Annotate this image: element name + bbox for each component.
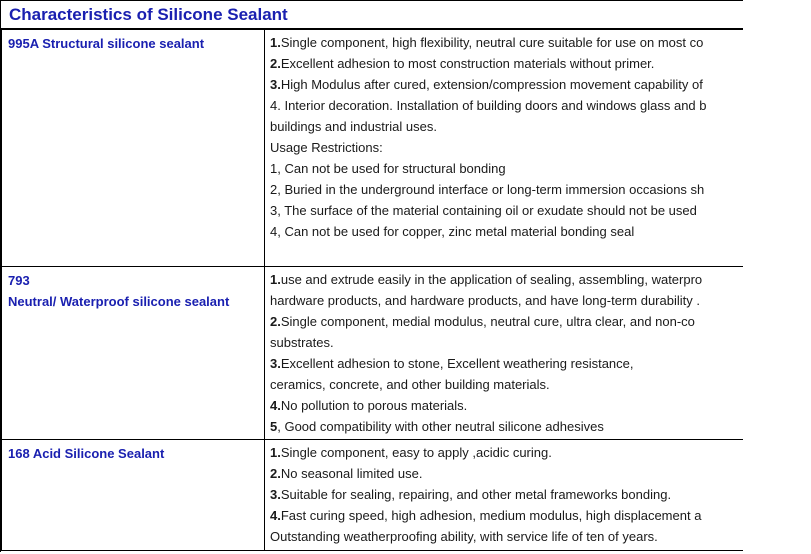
product-name: 168 Acid Silicone Sealant [8,446,165,461]
item-number: 4. [270,508,281,523]
description-line [270,269,743,290]
description-line [270,53,743,74]
item-text: 4. Interior decoration. Installation of building doors and windows glass and b [270,98,707,113]
description-line [270,158,743,179]
description-line [270,311,743,332]
description-line [270,484,743,505]
item-text: ceramics, concrete, and other building materials. [270,377,550,392]
description-cell [265,30,744,267]
description-line [270,463,743,484]
item-text: No seasonal limited use. [280,466,423,481]
description-line [270,395,743,416]
description-cell [265,440,744,551]
item-text: No pollution to porous materials. [280,398,468,413]
item-number: 1. [270,272,281,287]
item-text: Outstanding weatherproofing ability, with service life of ten of years. [270,529,658,544]
table-row [2,267,744,440]
description-line [270,221,743,242]
item-text: substrates. [270,335,334,350]
description-line [270,332,743,353]
product-name-cell [2,267,265,440]
item-text: Single component, easy to apply ,acidic curing. [280,445,552,460]
product-name: 995A Structural silicone sealant [8,36,205,51]
description-line [270,442,743,463]
characteristics-table [1,29,743,551]
item-number: 5 [270,419,278,434]
item-number: 1. [270,445,281,460]
item-text: Suitable for sealing, repairing, and other metal frameworks bonding. [280,487,672,502]
table-row [2,30,744,267]
description-line [270,95,743,116]
item-text: Single component, medial modulus, neutral cure, ultra clear, and non-co [280,314,695,329]
item-number: 3. [270,77,281,92]
item-text: High Modulus after cured, extension/compression movement capability of [280,77,703,92]
item-text: Single component, high flexibility, neutral cure suitable for use on most co [280,35,704,50]
product-name: 793 [8,273,30,288]
description-line [270,526,743,547]
item-text: 3, The surface of the material containing oil or exudate should not be used [270,203,697,218]
item-text: hardware products, and hardware products, and have long-term durability . [270,293,700,308]
description-line [270,505,743,526]
product-name-cell [2,30,265,267]
item-text: Usage Restrictions: [270,140,383,155]
product-name: Neutral/ Waterproof silicone sealant [8,294,230,309]
item-number: 2. [270,466,281,481]
description-line [270,416,743,437]
description-line [270,74,743,95]
page-title: Characteristics of Silicone Sealant [1,0,743,29]
description-line [270,32,743,53]
item-text: Excellent adhesion to stone, Excellent weathering resistance, [280,356,634,371]
description-line [270,200,743,221]
description-line [270,290,743,311]
item-text: 1, Can not be used for structural bonding [270,161,506,176]
item-text: buildings and industrial uses. [270,119,437,134]
description-cell [265,267,744,440]
item-text: Fast curing speed, high adhesion, medium modulus, high displacement a [280,508,702,523]
item-text: 4, Can not be used for copper, zinc metal material bonding seal [270,224,635,239]
item-number: 3. [270,487,281,502]
item-number: 1. [270,35,281,50]
description-line [270,179,743,200]
description-line [270,137,743,158]
description-line [270,374,743,395]
item-text: Excellent adhesion to most construction materials without primer. [280,56,655,71]
description-line [270,116,743,137]
item-number: 2. [270,314,281,329]
table-row [2,440,744,551]
item-text: use and extrude easily in the application of sealing, assembling, waterpro [280,272,703,287]
product-name-cell [2,440,265,551]
item-number: 2. [270,56,281,71]
item-number: 4. [270,398,281,413]
item-text: 2, Buried in the underground interface or long-term immersion occasions sh [270,182,705,197]
item-text: , Good compatibility with other neutral silicone adhesives [277,419,604,434]
description-line [270,353,743,374]
item-number: 3. [270,356,281,371]
